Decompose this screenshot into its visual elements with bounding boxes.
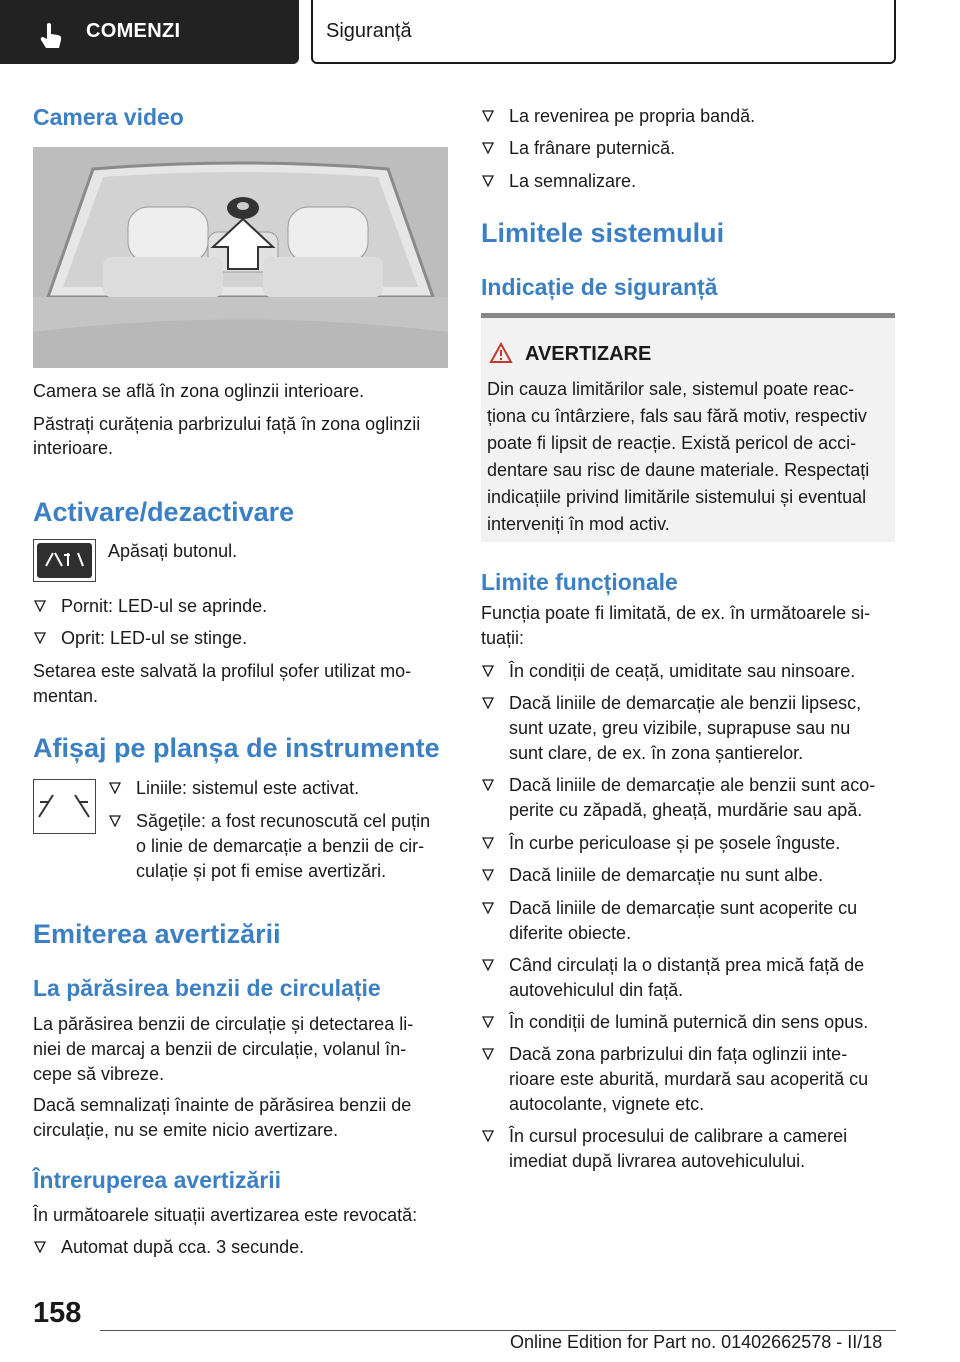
bullet-triangle-icon (482, 959, 494, 971)
leaving-p1a: La părăsirea benzii de circulație și detectarea li- (33, 1014, 414, 1034)
bullet-triangle-icon (482, 110, 494, 122)
leaving-p1c: cepe să vibreze. (33, 1064, 165, 1084)
page-number: 158 (33, 1297, 82, 1329)
list-item: În condiții de lumină puternică din sens opus. (481, 1010, 868, 1035)
functional-title: Limite funcționale (481, 569, 678, 595)
camera-photo (33, 147, 448, 368)
section-tab[interactable] (0, 0, 299, 64)
functional-intro-b: tuații: (481, 628, 525, 648)
safety-title: Indicație de siguranță (481, 274, 718, 300)
list-item: În cursul procesului de calibrare a camerei imediat după livrarea autovehiculului. (481, 1124, 847, 1174)
bullet-triangle-icon (34, 632, 46, 644)
display-title: Afișaj pe planșa de instrumente (33, 733, 440, 763)
list-item: În curbe periculoase și pe șosele înguste. (481, 831, 840, 856)
bullet-triangle-icon (482, 902, 494, 914)
bullet-triangle-icon (34, 1241, 46, 1253)
list-item: La revenirea pe propria bandă. (481, 104, 755, 129)
list-item: Dacă liniile de demarcație sunt acoperite cu diferite obiecte. (481, 896, 857, 946)
bullet-triangle-icon (482, 665, 494, 677)
lane-assist-button-icon (33, 539, 96, 582)
list-item: Dacă liniile de demarcație ale benzii sunt aco- perite cu zăpadă, gheață, murdărie sau apă. (481, 773, 875, 823)
warning-body: Din cauza limitărilor sale, sistemul poate reac- ționa cu întârziere, fals sau fără motiv, respectiv poate fi lipsit de reacție. Există pericol de acci- dentare sau risc de daune materiale. Respectați indicațiile privind limitările sistemului și eventual interveniți în mod activ. (487, 379, 870, 534)
list-item: Săgețile: a fost recunoscută cel puțin (108, 809, 430, 834)
list-item: Dacă liniile de demarcație ale benzii lipsesc, sunt uzate, greu vizibile, suprapuse sau nu sunt clare, de ex. în zona șantierelor. (481, 691, 861, 766)
leaving-p2b: circulație, nu se emite nicio avertizare. (33, 1120, 339, 1140)
leaving-lane-title: La părăsirea benzii de circulație (33, 975, 381, 1001)
camera-text-2a: Păstrați curățenia parbrizului față în zona oglinzii (33, 414, 421, 434)
limits-title: Limitele sistemului (481, 218, 725, 248)
bullet-triangle-icon (482, 1048, 494, 1060)
bullet-triangle-icon (482, 1130, 494, 1142)
bullet-triangle-icon (482, 837, 494, 849)
chapter-tab[interactable] (311, 0, 896, 64)
list-item: La semnalizare. (481, 169, 636, 194)
bullet-triangle-icon (482, 697, 494, 709)
lane-display-icon (33, 779, 96, 834)
bullet-triangle-icon (109, 815, 121, 827)
footer-divider (100, 1330, 896, 1331)
functional-intro-a: Funcția poate fi limitată, de ex. în următoarele si- (481, 603, 871, 623)
bullet-triangle-icon (109, 782, 121, 794)
activation-note-b: mentan. (33, 686, 99, 706)
chapter-label: Siguranță (326, 20, 412, 42)
display-b2-line3: culație și pot fi emise avertizări. (136, 861, 387, 881)
bullet-triangle-icon (482, 779, 494, 791)
warning-box (481, 313, 895, 542)
list-item: La frânare puternică. (481, 136, 675, 161)
hand-pointer-icon (38, 22, 64, 50)
interrupt-title: Întreruperea avertizării (33, 1167, 282, 1193)
list-item: În condiții de ceață, umiditate sau ninsoare. (481, 659, 855, 684)
warning-title: AVERTIZARE (525, 343, 652, 365)
section-label: COMENZI (86, 20, 181, 42)
list-item: Oprit: LED-ul se stinge. (33, 626, 247, 651)
bullet-triangle-icon (482, 869, 494, 881)
activation-text: Apăsați butonul. (108, 541, 238, 561)
bullet-triangle-icon (482, 142, 494, 154)
list-item: Automat după cca. 3 secunde. (33, 1235, 304, 1260)
warning-triangle-icon (489, 342, 513, 364)
list-item: Dacă zona parbrizului din fața oglinzii inte- rioare este aburită, murdară sau acoperită cu autocolante, vignete etc. (481, 1042, 868, 1117)
camera-text-2b: interioare. (33, 438, 114, 458)
camera-text-1: Camera se află în zona oglinzii interioare. (33, 381, 365, 401)
activation-note-a: Setarea este salvată la profilul șofer utilizat mo- (33, 661, 412, 681)
warning-issue-title: Emiterea avertizării (33, 919, 281, 949)
display-b2-line2: o linie de demarcație a benzii de cir- (136, 836, 425, 856)
bullet-triangle-icon (482, 175, 494, 187)
list-item: Pornit: LED-ul se aprinde. (33, 594, 267, 619)
leaving-p2a: Dacă semnalizați înainte de părăsirea benzii de (33, 1095, 412, 1115)
bullet-triangle-icon (482, 1016, 494, 1028)
camera-title: Camera video (33, 104, 184, 130)
interrupt-text: În următoarele situații avertizarea este revocată: (33, 1205, 418, 1225)
leaving-p1b: niei de marcaj a benzii de circulație, volanul în- (33, 1039, 407, 1059)
edition-text: Online Edition for Part no. 01402662578 - II/18 (510, 1332, 883, 1352)
bullet-triangle-icon (34, 600, 46, 612)
list-item: Liniile: sistemul este activat. (108, 776, 359, 801)
list-item: Când circulați la o distanță prea mică față de autovehiculul din față. (481, 953, 864, 1003)
activation-title: Activare/dezactivare (33, 497, 295, 527)
list-item: Dacă liniile de demarcație nu sunt albe. (481, 863, 823, 888)
